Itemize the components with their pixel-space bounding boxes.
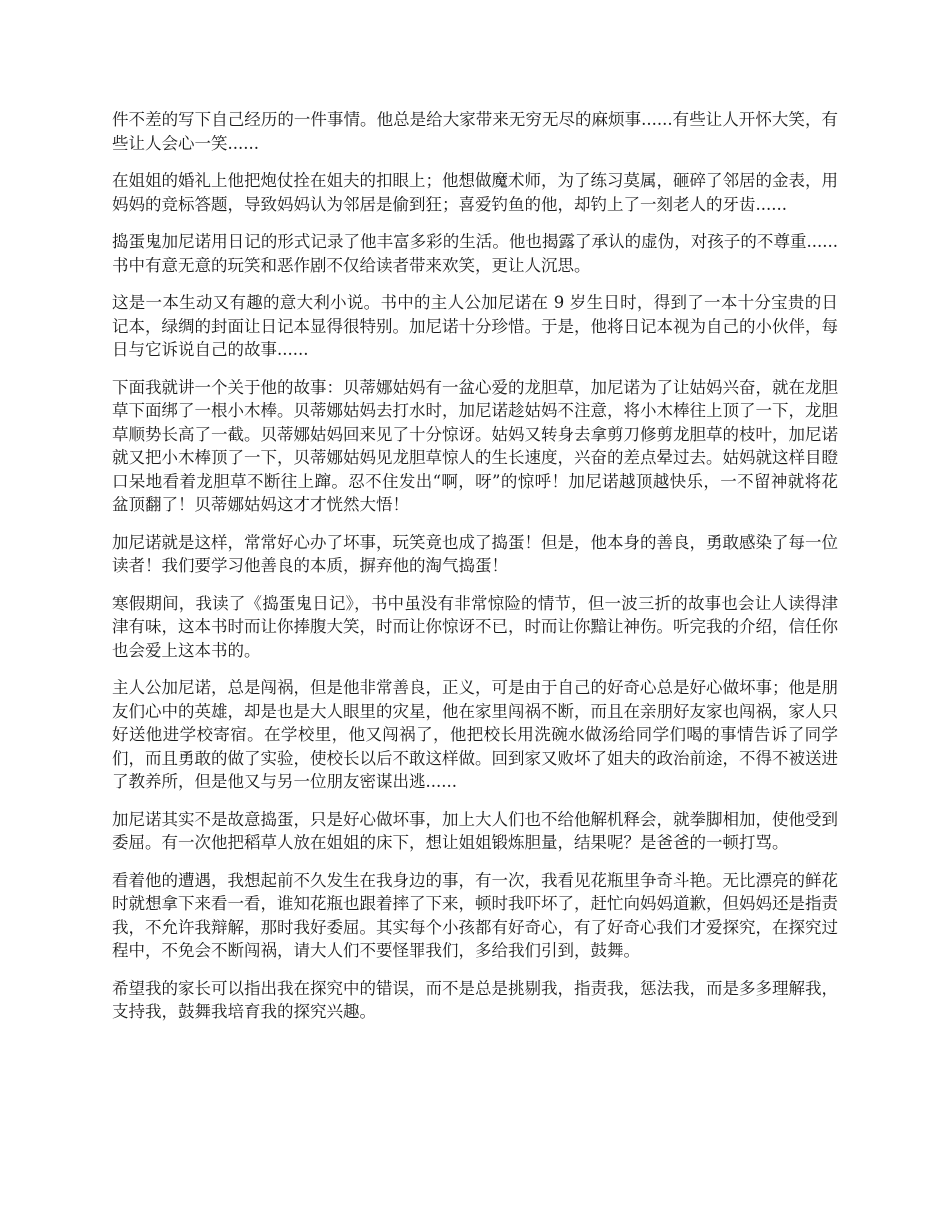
paragraph-11: 希望我的家长可以指出我在探究中的错误，而不是总是挑剔我，指责我，惩法我，而是多多理解我，支持我，鼓舞我培育我的探究兴趣。 — [112, 978, 838, 1021]
paragraph-7: 寒假期间，我读了《捣蛋鬼日记》，书中虽没有非常惊险的情节，但一波三折的故事也会让人读得津津有味，这本书时而让你捧腹大笑，时而让你惊讶不已，时而让你黯让神伤。听完我的介绍，信任你也会爱上这本书的。 — [112, 593, 838, 660]
paragraph-9: 加尼诺其实不是故意捣蛋，只是好心做坏事，加上大人们也不给他解机释会，就拳脚相加，使他受到委屈。有一次他把稻草人放在姐姐的床下，想让姐姐锻炼胆量，结果呢？是爸爸的一顿打骂。 — [112, 809, 838, 852]
paragraph-8: 主人公加尼诺，总是闯祸，但是他非常善良，正义，可是由于自己的好奇心总是好心做坏事；他是朋友们心中的英雄，却是也是大人眼里的灾星，他在家里闯祸不断，而且在亲朋好友家也闯祸，家人只好送他进学校寄宿。在学校里，他又闯祸了，他把校长用洗碗水做汤给同学们喝的事情告诉了同学们，而且勇敢的做了实验，使校长以后不敢这样做。回到家又败坏了姐夫的政治前途，不得不被送进了教养所，但是他又与另一位朋友密谋出逃...... — [112, 678, 838, 791]
paragraph-6: 加尼诺就是这样，常常好心办了坏事，玩笑竟也成了捣蛋！但是，他本身的善良，勇敢感染了每一位读者！我们要学习他善良的本质，摒弃他的淘气捣蛋！ — [112, 532, 838, 575]
paragraph-10: 看着他的遭遇，我想起前不久发生在我身边的事，有一次，我看见花瓶里争奇斗艳。无比漂亮的鲜花时就想拿下来看一看，谁知花瓶也跟着摔了下来，顿时我吓坏了，赶忙向妈妈道歉，但妈妈还是指责我，不允许我辩解，那时我好委屈。其实每个小孩都有好奇心，有了好奇心我们才爱探究，在探究过程中，不免会不断闯祸，请大人们不要怪罪我们，多给我们引到，鼓舞。 — [112, 870, 838, 960]
paragraph-1: 件不差的写下自己经历的一件事情。他总是给大家带来无穷无尽的麻烦事......有些让人开怀大笑，有些让人会心一笑...... — [112, 110, 838, 153]
article-body — [112, 108, 838, 1024]
paragraph-3: 捣蛋鬼加尼诺用日记的形式记录了他丰富多彩的生活。他也揭露了承认的虚伪，对孩子的不尊重......书中有意无意的玩笑和恶作剧不仅给读者带来欢笑，更让人沉思。 — [112, 232, 838, 275]
paragraph-5: 下面我就讲一个关于他的故事：贝蒂娜姑妈有一盆心爱的龙胆草，加尼诺为了让姑妈兴奋，就在龙胆草下面绑了一根小木棒。贝蒂娜姑妈去打水时，加尼诺趁姑妈不注意，将小木棒往上顶了一下，龙胆草顺势长高了一截。贝蒂娜姑妈回来见了十分惊讶。姑妈又转身去拿剪刀修剪龙胆草的枝叶，加尼诺就又把小木棒顶了一下，贝蒂娜姑妈见龙胆草惊人的生长速度，兴奋的差点晕过去。姑妈就这样目瞪口呆地看着龙胆草不断往上蹿。忍不住发出“啊，呀”的惊呼！加尼诺越顶越快乐，一不留神就将花盆顶翻了！贝蒂娜姑妈这才才恍然大悟！ — [112, 377, 838, 514]
paragraph-4: 这是一本生动又有趣的意大利小说。书中的主人公加尼诺在 9 岁生日时，得到了一本十分宝贵的日记本，绿绸的封面让日记本显得很特别。加尼诺十分珍惜。于是，他将日记本视为自己的小伙伴，每日与它诉说自己的故事...... — [112, 293, 838, 359]
paragraph-2: 在姐姐的婚礼上他把炮仗拴在姐夫的扣眼上；他想做魔术师，为了练习莫属，砸碎了邻居的金表，用妈妈的竞标答题，导致妈妈认为邻居是偷到狂；喜爱钓鱼的他，却钓上了一刻老人的牙齿...... — [112, 171, 838, 214]
